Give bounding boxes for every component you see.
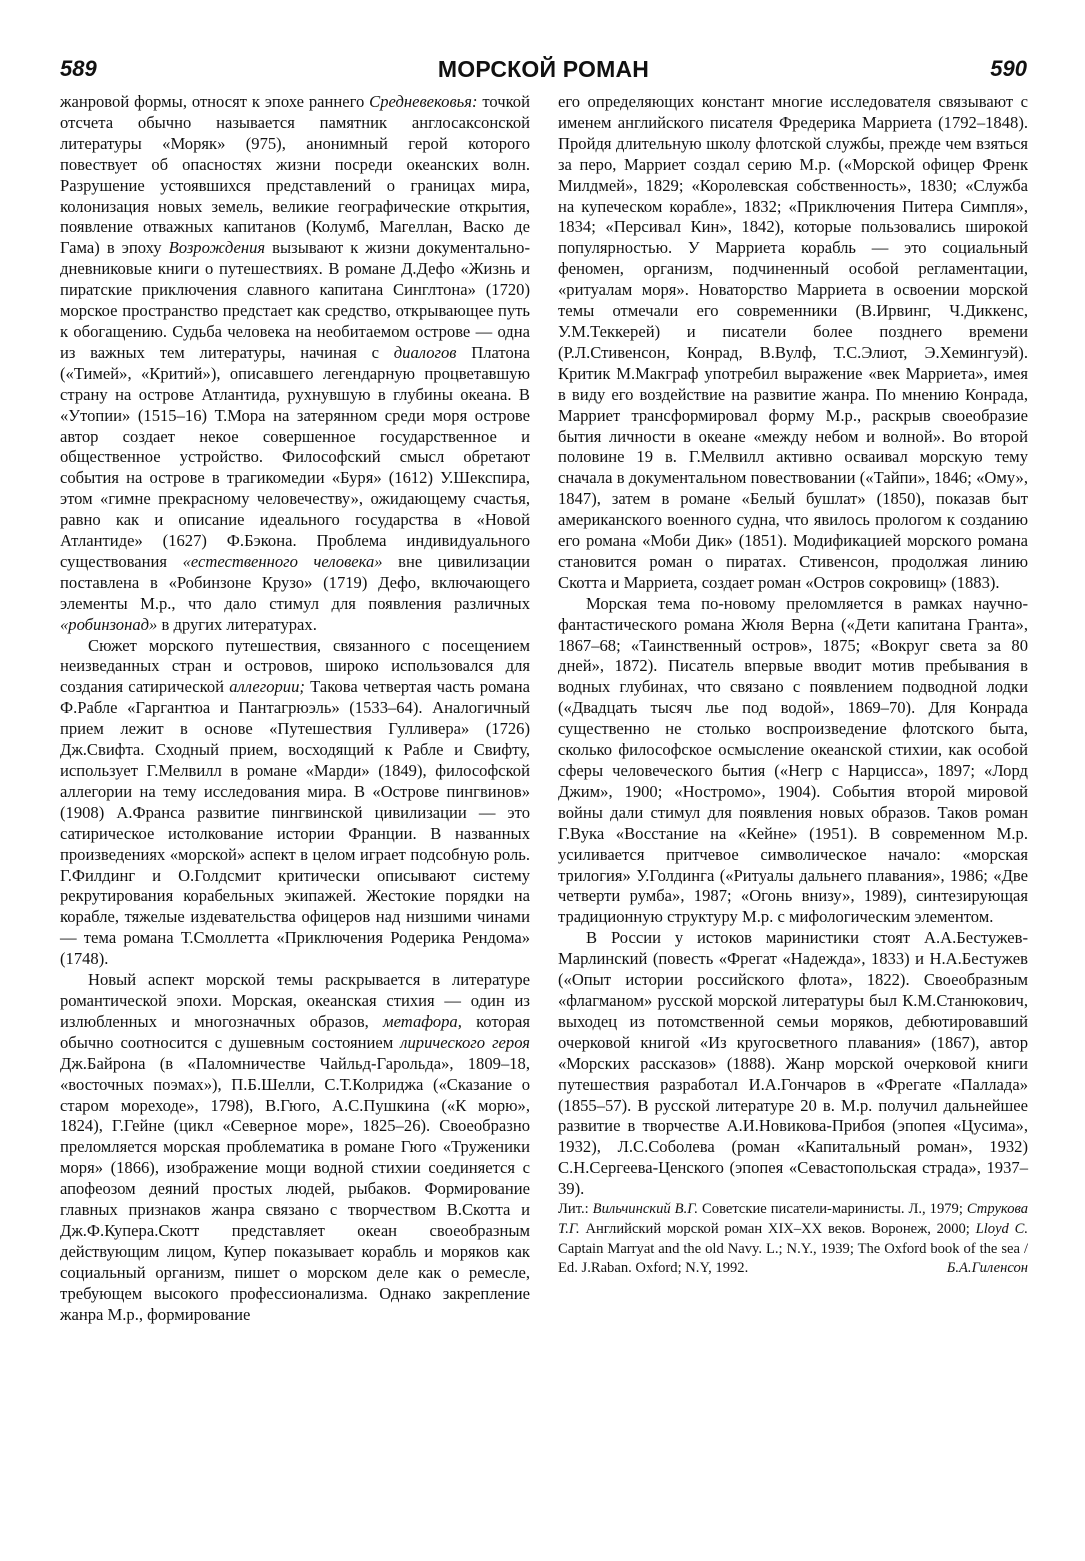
paragraph (558, 594, 1028, 929)
italic-term: аллегории; (229, 677, 305, 697)
text-run: Такова четвертая часть романа Ф.Рабле «Гаргантюа и Пантагрюэль» (1533–64). Аналогичный прием лежит в основе «Путешествия Гулливера» (1726) Дж.Свифта. Сходный прием, восходящий к Рабле и Свифту, использует Г.Мелвилл в романе «Марди» (1849), философской аллегории на тему исследования мира. В «Острове пингвинов» (1908) А.Франса развитие пингвинской цивилизации — это сатирическое истолкование истории Франции. В названных произведениях «морской» аспект в целом играет подсобную роль. Г.Филдинг и О.Голдсмит критически описывают систему рекрутирования корабельных экипажей. Жестокие порядки на корабле, тяжелые издевательства офицеров над низшими чинами — тема романа Т.Смоллетта «Приключения Родерика Рендома» (1748). (60, 677, 530, 969)
paragraph (558, 928, 1028, 1200)
text-run: его определяющих констант многие исследователя связывают с именем английского писателя Фредерика Марриета (1792–1848). Пройдя длительную школу флотской службы, прежде чем взяться за перо, Марриет создал серию М.р. («Морской офицер Френк Милдмей», 1829; «Королевская собственность», 1830; «Служба на купеческом корабле», 1832; «Приключения Питера Симпля», 1834; «Персивал Кин», 1842), которые пользовались широкой популярностью. У Марриета корабль — это социальный феномен, организм, подчиненный особой регламентации, «ритуалам моря». Новаторство Марриета в освоении морской темы отмечали его современники (В.Ирвинг, Ч.Диккенс, У.М.Теккерей) и писатели более позднего времени (Р.Л.Стивенсон, Конрад, В.Вулф, Т.С.Элиот, Э.Хемингуэй). Критик М.Макграф употребил выражение «век Марриета», имея в виду его воздействие на развитие жанра. По мнению Конрада, Марриет трансформировал форму М.р., раскрыв своеобразие бытия личности в океане «между небом и волной». Во второй половине 19 в. Г.Мелвилл активно осваивал морскую тему сначала в документальном повествовании («Тайпи», 1846; «Ому», 1847), затем в романе «Белый бушлат» (1850), показав быт американского военного судна, что явилось прологом к созданию его романа «Моби Дик» (1851). Модификацией морского романа становится роман о пиратах. Стивенсон, продолжая линию Скотта и Марриета, создает роман «Остров сокровищ» (1883). (558, 92, 1028, 592)
paragraph (558, 92, 1028, 594)
italic-term: Lloyd C. (975, 1220, 1028, 1237)
paragraph (60, 92, 530, 636)
italic-term: «естественного человека» (182, 551, 383, 571)
text-run: вызывают к жизни документально-дневниковые книги о путешествиях. В романе Д.Дефо «Жизнь и пиратские приключения славного капитана Синглтона» (1720) морское пространство предстает как средство, открывающее путь к обогащению. Судьба человека на необитаемом острове — одна из важных тем литературы, начиная с (60, 238, 530, 362)
page-header (60, 56, 1027, 90)
text-run: Captain Marryat and the old Navy. L.; N.Y., 1939; The Oxford book of the sea / Ed. J.Raban. Oxford; N.Y, 1992. (558, 1240, 1028, 1277)
italic-term: Возрождения (168, 238, 266, 258)
text-run: Английский морской роман XIX–XX веков. Воронеж, 2000; (579, 1220, 976, 1237)
right-column (558, 92, 1028, 1279)
paragraph (60, 636, 530, 971)
running-title: МОРСКОЙ РОМАН (437, 56, 650, 82)
text-run: которая обычно соотносится с душевным состоянием (60, 1011, 530, 1052)
text-run: Советские писатели-маринисты. Л., 1979; (698, 1201, 967, 1218)
author-signature: Б.А.Гиленсон (946, 1260, 1028, 1277)
italic-term: Средневековья: (369, 92, 478, 111)
italic-term: Вильчинский В.Г. (592, 1201, 699, 1218)
text-run: Платона («Тимей», «Критий»), описавшего легендарную процветавшую страну на острове Атлантида, рухнувшую в глубины океана. В «Утопии» (1515–16) Т.Мора на затерянном среди моря острове автор создает некое совершенное государственное и общественное устройство. Философский смысл обретают события на острове в трагикомедии «Буря» (1612) У.Шекспира, этом «гимне прекрасному человечеству», ожидающему счастья, равно как и описание идеального государства в «Новой Атлантиде» (1627) Ф.Бэкона. Проблема индивидуального существования (60, 342, 530, 571)
text-run: жанровой формы, относят к эпохе раннего (60, 92, 370, 111)
page-number-left: 589 (60, 56, 97, 81)
text-run: в других литературах. (157, 614, 317, 634)
literature-references (558, 1200, 1028, 1279)
italic-term: метафора, (383, 1011, 462, 1031)
italic-term: «робинзонад» (60, 614, 158, 634)
italic-term: Струкова Т.Г. (558, 1201, 1029, 1237)
text-run: Дж.Байрона (в «Паломничестве Чайльд-Гарольда», 1809–18, «восточных поэмах»), П.Б.Шелли, С.Т.Колриджа («Сказание о старом мореходе», 1798), В.Гюго, А.С.Пушкина («К морю», 1824), Г.Гейне (цикл «Северное море», 1825–26). Своеобразно преломляется морская проблематика в романе Гюго «Труженики моря» (1866), изображение мощи водной стихии соединяется с апофеозом деяний простых людей, рыбаков. Формирование главных признаков жанра связано с творчеством В.Скотта и Дж.Ф.Купера.Скотт представляет океан своеобразным действующим лицом, Купер показывает корабль и моряков как социальный организм, пишет о морском деле как о ремесле, требующем высокого профессионализма. Однако закрепление жанра М.р., формирование (60, 1053, 530, 1324)
text-run: точкой отсчета обычно называется памятник англосаксонской литературы «Моряк» (975), анонимный герой которого повествует об опасностях жизни посреди океанских волн. Разрушение устоявшихся представлений о границах мира, колонизация новых земель, великие географические открытия, появление отважных капитанов (Колумб, Магеллан, Васко де Гама) в эпоху (60, 92, 530, 258)
text-run: Новый аспект морской темы раскрывается в литературе романтической эпохи. Морская, океанская стихия — один из излюбленных и многозначных образов, (60, 970, 530, 1031)
text-run: Сюжет морского путешествия, связанного с посещением неизведанных стран и островов, широко использовался для создания сатирической (60, 635, 530, 697)
italic-term: лирического героя (400, 1032, 530, 1052)
right-column-body (558, 92, 1028, 1200)
text-run: вне цивилизации поставлена в «Робинзоне Крузо» (1719) Дефо, включающего элементы М.р., что дало стимул для появления различных (60, 551, 530, 613)
page-number-right: 590 (990, 56, 1027, 81)
text-run: Морская тема по-новому преломляется в рамках научно-фантастического романа Жюля Верна («Дети капитана Гранта», 1867–68; «Таинственный остров», 1875; «Вокруг света за 80 дней», 1872). Писатель впервые вводит мотив пребывания в водных глубинах, что связано с появлением подводной лодки («Двадцать тысяч лье под водой», 1869–70). Для Конрада существенно не столько воспроизведение флотского быта, сколько философское осмысление океанской стихии, как особой сферы человеческого бытия («Негр с Нарцисса», 1897; «Лорд Джим», 1900; «Ностромо», 1904). События второй мировой войны дали стимул для появления новых образов. Таков роман Г.Вука «Восстание на «Кейне» (1951). В современном М.р. усиливается притчевое символическое начало: «морская трилогия» У.Голдинга («Ритуалы дальнего плавания», 1986; «Две четверти румба», 1987; «Огонь внизу», 1989), синтезирующая традиционную структуру М.р. с мифологическим элементом. (558, 593, 1028, 927)
text-run: В России у истоков маринистики стоят А.А.Бестужев-Марлинский (повесть «Фрегат «Надежда», 1833) и Н.А.Бестужев («Опыт истории российского флота», 1822). Своеобразным «флагманом» русской морской литературы был К.М.Станюкович, выходец из потомственной семьи моряков, дебютировавший очерковой книгой «Из кругосветного плавания» (1867), автор «Морских рассказов» (1888). Жанр морской очерковой книги путешествия разработал И.А.Гончаров в «Фрегате «Паллада» (1855–57). В русской литературе 20 в. М.р. получил дальнейшее развитие в творчестве А.И.Новикова-Прибоя (эпопея «Цусима», 1932), Л.С.Соболева (роман «Капитальный роман», 1932) С.Н.Сергеева-Ценского (эпопея «Севастопольская страда», 1937–39). (558, 928, 1028, 1199)
text-run: Лит.: (558, 1201, 593, 1218)
paragraph (60, 970, 530, 1325)
italic-term: диалогов (393, 342, 457, 362)
left-column (60, 92, 530, 1325)
